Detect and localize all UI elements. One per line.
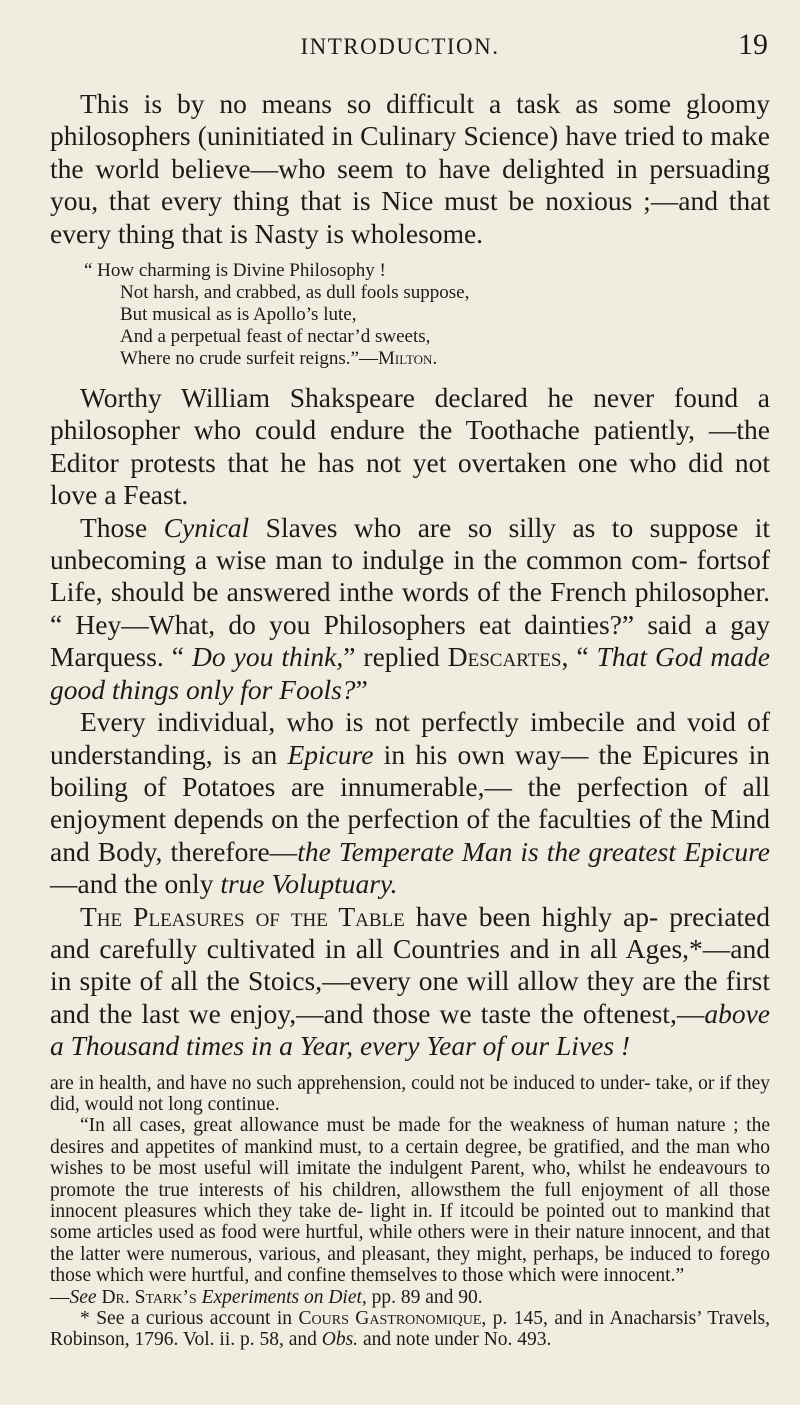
paragraph-4 (50, 706, 770, 900)
text-run: p. 145, and in Anacharsis’ Travels, Robinson, 1796. Vol. ii. p. 58, and (50, 1308, 770, 1351)
text-run: Every individual, who is not perfectly imbecile and void of understanding, is an (50, 706, 770, 770)
footnote-source (50, 1287, 770, 1308)
smallcaps-run: Cours Gastronomique, (298, 1308, 487, 1330)
smallcaps-name: Descartes, (447, 641, 569, 673)
paragraph-2-text: Worthy William Shakspeare declared he never found a philosopher who could endure the Toothache patiently, —the Editor protests that he has not yet overtaken one who did not love a Feast. (50, 382, 770, 511)
smallcaps-run: The Pleasures of the Table (80, 900, 405, 932)
italic-run: See (69, 1286, 97, 1308)
text-run: — (50, 1286, 70, 1308)
milton-quotation (50, 260, 770, 370)
italic-run: That God made good things only for Fools? (50, 641, 770, 705)
italic-run: Obs. (321, 1329, 359, 1351)
page-number: 19 (738, 28, 768, 61)
italic-run: true Voluptuary. (220, 868, 398, 900)
text-run: ” replied (343, 641, 448, 673)
verse-line: And a perpetual feast of nectar’d sweets, (120, 326, 431, 348)
footnote-continuation: are in health, and have no such apprehension, could not be induced to under- take, or if they did, would not long continue. (50, 1072, 770, 1115)
text-run: * See a curious account in (80, 1308, 299, 1330)
page-header (0, 26, 800, 66)
quotation-attribution: Milton. (377, 348, 438, 370)
italic-run: Do you think, (192, 641, 344, 673)
paragraph-5 (50, 901, 770, 1063)
paragraph-3 (50, 512, 770, 706)
smallcaps-name: Dr. Stark’s (101, 1286, 197, 1308)
body-text (50, 88, 770, 1351)
footnote-star (50, 1308, 770, 1351)
italic-run: Cynical (163, 511, 250, 543)
running-title: INTRODUCTION. (300, 34, 500, 59)
italic-run: above a Thousand times in a Year, every Year of our Lives ! (50, 997, 770, 1062)
text-run: and note under No. 493. (358, 1329, 552, 1351)
text-run: —and the only (50, 868, 221, 900)
text-run: Those (80, 511, 164, 543)
footnote-quote: “In all cases, great allowance must be made for the weakness of human nature ; the desires and appetites of mankind must, to a certain degree, be gratified, and the man who wishes to be most useful will imitate the indulgent Parent, who, whilst he endeavours to promote the true interests of his children, allowsthem the full enjoyment of all those innocent pleasures which they take de- light in. If itcould be pointed out to mankind that some articles used as food were hurtful, while others were in their nature innocent, and that the latter were numerous, various, and pleasant, they might, perhaps, be induced to forego those which were hurtful, and confine themselves to those which were innocent.” (50, 1115, 770, 1287)
text-run: Slaves who are so silly as to suppose it unbecoming a wise man to indulge in the common com- fortsof Life, should be answered inthe words of the French philosopher. “ Hey—What, do you Philosophers eat dainties?” said a gay Marquess. “ (50, 511, 770, 673)
paragraph-1-text: This is by no means so difficult a task as some gloomy philosophers (uninitiated in Culinary Science) have tried to make the world believe—who seem to have delighted in persuading you, that every thing that is Nice must be noxious ;—and that every thing that is Nasty is wholesome. (50, 88, 770, 249)
italic-run: the Temperate Man is the greatest Epicure (297, 835, 771, 867)
verse-line-last (50, 348, 770, 370)
verse-line: But musical as is Apollo’s lute, (120, 304, 357, 326)
text-run: “ (568, 641, 597, 673)
italic-run: Experiments on Diet, (201, 1286, 367, 1308)
paragraph-2 (50, 382, 770, 512)
text-run: pp. 89 and 90. (366, 1286, 483, 1308)
text-run: ” (355, 673, 368, 705)
verse-line: Where no crude surfeit reigns.”— (120, 348, 378, 370)
paragraph-1 (50, 88, 770, 250)
verse-line: “ How charming is Divine Philosophy ! (84, 260, 386, 282)
verse-line: Not harsh, and crabbed, as dull fools suppose, (120, 282, 470, 304)
text-run: have been highly ap- preciated and carefully cultivated in all Countries and in all Ages,*—and in spite of all the Stoics,—every one will allow they are the first and the last we enjoy,—and those we taste the oftenest,— (50, 900, 770, 1029)
italic-run: Epicure (287, 738, 374, 770)
text-run: in his own way— the Epicures in boiling of Potatoes are innumerable,— the perfection of all enjoyment depends on the perfection of the faculties of the Mind and Body, therefore— (50, 738, 770, 867)
